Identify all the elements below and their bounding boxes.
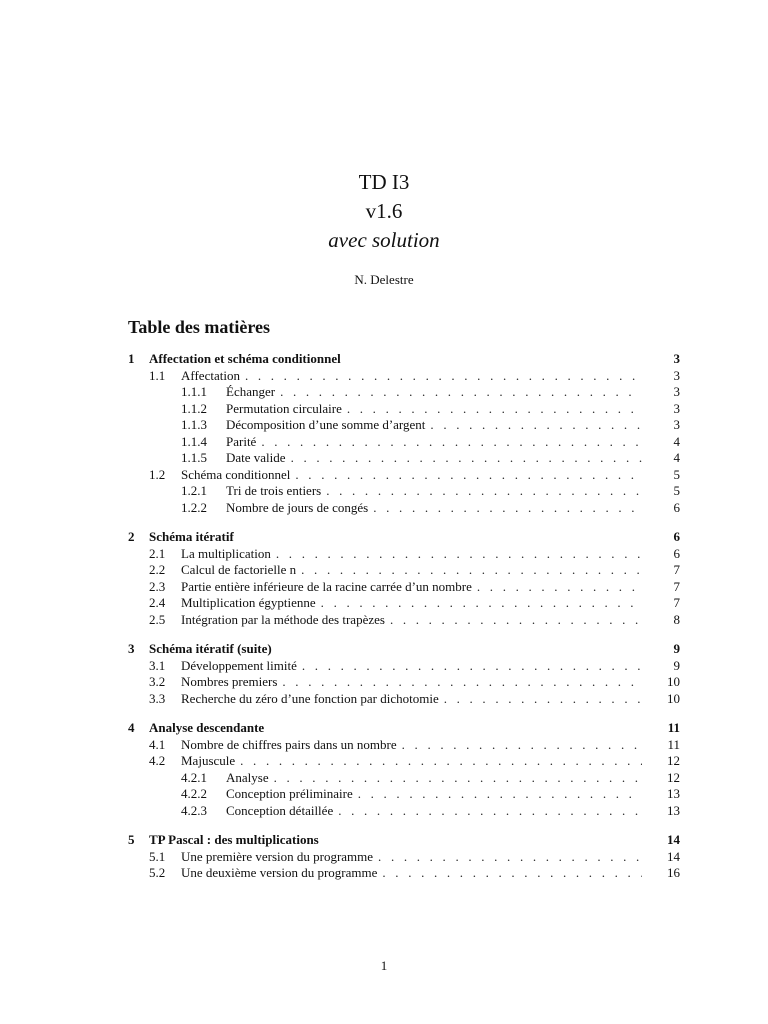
toc-entry-title: Nombres premiers <box>181 674 278 689</box>
toc-entry-title: TP Pascal : des multiplications <box>149 832 319 847</box>
toc-entry-title: Schéma conditionnel <box>181 466 291 482</box>
toc-dot-leader <box>280 384 642 401</box>
toc-entry-title: Conception préliminaire <box>226 786 353 801</box>
toc-entry-page: 3 <box>673 367 680 383</box>
toc-entry-title: Nombre de jours de congés <box>226 499 369 515</box>
toc-entry-number: 3.1 <box>149 657 166 673</box>
toc-entry-number: 5.2 <box>149 865 166 880</box>
toc-entry-page: 12 <box>667 753 680 768</box>
toc-entry-title: Parité <box>226 433 257 449</box>
document-title: TD I3 <box>358 170 410 194</box>
toc-entry-page: 10 <box>667 674 680 689</box>
toc-subsubsection[interactable] <box>128 417 680 434</box>
toc-subsection[interactable] <box>128 674 680 691</box>
toc-entry-title: Majuscule <box>181 753 236 768</box>
toc-dot-leader <box>282 674 642 691</box>
toc-entry-page: 14 <box>667 832 680 847</box>
toc-entry-number: 2.5 <box>149 611 166 627</box>
toc-entry-title: Décomposition d’une somme d’argent <box>226 417 426 432</box>
toc-section-group <box>128 351 680 516</box>
title-block <box>0 168 768 288</box>
toc-entry-title: Tri de trois entiers <box>226 483 322 498</box>
toc-entry-title: Une deuxième version du programme <box>181 865 378 880</box>
toc-entry-number: 1.1.5 <box>181 450 207 465</box>
page-number: 1 <box>380 958 388 973</box>
toc-subsection[interactable] <box>128 737 680 754</box>
toc-entry-page: 13 <box>667 802 680 818</box>
toc-entry-title: La multiplication <box>181 545 271 561</box>
toc-subsubsection[interactable] <box>128 401 680 418</box>
toc-section-group <box>128 641 680 707</box>
toc-dot-leader <box>245 368 642 385</box>
toc-subsection[interactable] <box>128 753 680 770</box>
toc-dot-leader <box>378 849 642 866</box>
toc-section-group <box>128 720 680 819</box>
toc-entry-title: Nombre de chiffres pairs dans un nombre <box>181 736 397 752</box>
toc-entry-page: 8 <box>673 611 680 627</box>
toc-entry-number: 1.1.3 <box>181 417 207 432</box>
toc-entry-number: 3 <box>128 641 135 656</box>
toc-entry-title: Partie entière inférieure de la racine carrée d’un nombre <box>181 578 472 594</box>
toc-entry-page: 7 <box>673 595 680 610</box>
toc-entry-title: Échanger <box>226 384 276 399</box>
toc-subsubsection[interactable] <box>128 384 680 401</box>
toc-entry-title: Multiplication égyptienne <box>181 595 316 610</box>
toc-entry-title: Affectation et schéma conditionnel <box>149 351 341 366</box>
document-subtitle: avec solution <box>328 228 440 252</box>
toc-entry-page: 3 <box>673 400 680 416</box>
toc-entry-number: 4.2.2 <box>181 786 207 801</box>
toc-entry-page: 6 <box>673 529 680 544</box>
toc-subsubsection[interactable] <box>128 786 680 803</box>
toc-subsubsection[interactable] <box>128 483 680 500</box>
toc-entry-number: 1.1.2 <box>181 400 207 416</box>
toc-subsection[interactable] <box>128 658 680 675</box>
toc-entry-title: Date valide <box>226 450 286 465</box>
toc-entry-number: 1.1.1 <box>181 384 207 399</box>
toc-entry-number: 1.2.1 <box>181 483 207 498</box>
toc-entry-number: 1 <box>128 351 135 366</box>
document-author: N. Delestre <box>354 272 414 287</box>
toc-entry-title: Schéma itératif (suite) <box>149 641 272 656</box>
toc-dot-leader <box>382 865 642 882</box>
toc-entry-page: 12 <box>667 769 680 785</box>
toc-entry-page: 6 <box>673 499 680 515</box>
toc-subsubsection[interactable] <box>128 803 680 820</box>
toc-entry-number: 4.1 <box>149 736 166 752</box>
toc-dot-leader <box>358 786 642 803</box>
toc-subsection[interactable] <box>128 865 680 882</box>
toc-entry-number: 1.1 <box>149 367 166 383</box>
toc-entry-number: 1.1.4 <box>181 433 207 449</box>
toc-subsection[interactable] <box>128 579 680 596</box>
toc-section[interactable] <box>128 641 680 658</box>
toc-entry-title: Schéma itératif <box>149 529 234 544</box>
toc-subsection[interactable] <box>128 368 680 385</box>
toc-entry-number: 5 <box>128 832 135 847</box>
toc-entry-page: 4 <box>673 450 680 465</box>
toc-section[interactable] <box>128 720 680 737</box>
toc-section-group <box>128 529 680 628</box>
toc-entry-number: 2.3 <box>149 578 166 594</box>
toc-entry-page: 13 <box>667 786 680 801</box>
toc-dot-leader <box>347 401 642 418</box>
toc-dot-leader <box>291 450 642 467</box>
toc-entry-number: 4.2.1 <box>181 769 207 785</box>
toc-dot-leader <box>295 467 642 484</box>
table-of-contents <box>128 351 680 895</box>
toc-entry-page: 7 <box>673 578 680 594</box>
toc-dot-leader <box>321 595 642 612</box>
toc-dot-leader <box>477 579 642 596</box>
toc-dot-leader <box>338 803 642 820</box>
toc-dot-leader <box>274 770 642 787</box>
toc-entry-page: 11 <box>667 720 680 735</box>
toc-entry-page: 14 <box>667 848 680 864</box>
toc-dot-leader <box>326 483 642 500</box>
toc-entry-page: 5 <box>673 466 680 482</box>
toc-dot-leader <box>402 737 642 754</box>
toc-subsubsection[interactable] <box>128 434 680 451</box>
toc-entry-number: 3.2 <box>149 674 166 689</box>
toc-entry-number: 4.2 <box>149 753 166 768</box>
toc-subsection[interactable] <box>128 467 680 484</box>
toc-entry-title: Permutation circulaire <box>226 400 342 416</box>
toc-subsection[interactable] <box>128 546 680 563</box>
toc-dot-leader <box>302 658 642 675</box>
toc-entry-title: Une première version du programme <box>181 848 374 864</box>
toc-subsection[interactable] <box>128 595 680 612</box>
toc-subsection[interactable] <box>128 562 680 579</box>
toc-entry-title: Analyse <box>226 769 269 785</box>
toc-entry-page: 7 <box>673 562 680 577</box>
toc-entry-page: 3 <box>673 417 680 432</box>
toc-dot-leader <box>430 417 642 434</box>
toc-entry-page: 9 <box>673 641 680 656</box>
toc-entry-page: 10 <box>667 690 680 706</box>
toc-entry-page: 9 <box>673 657 680 673</box>
toc-subsubsection[interactable] <box>128 450 680 467</box>
toc-dot-leader <box>261 434 642 451</box>
toc-subsection[interactable] <box>128 849 680 866</box>
document-version: v1.6 <box>365 199 403 223</box>
toc-entry-number: 2.1 <box>149 545 166 561</box>
toc-entry-number: 4.2.3 <box>181 802 207 818</box>
toc-entry-page: 4 <box>673 433 680 449</box>
toc-entry-number: 2.4 <box>149 595 166 610</box>
toc-entry-page: 5 <box>673 483 680 498</box>
toc-dot-leader <box>301 562 642 579</box>
toc-entry-number: 5.1 <box>149 848 166 864</box>
toc-entry-page: 6 <box>673 545 680 561</box>
toc-dot-leader <box>240 753 642 770</box>
toc-entry-number: 2.2 <box>149 562 166 577</box>
toc-entry-number: 1.2 <box>149 466 166 482</box>
toc-entry-number: 4 <box>128 720 135 735</box>
toc-entry-page: 3 <box>673 351 680 366</box>
toc-entry-title: Analyse descendante <box>149 720 265 735</box>
toc-dot-leader <box>373 500 642 517</box>
toc-subsubsection[interactable] <box>128 500 680 517</box>
toc-section-group <box>128 832 680 882</box>
toc-entry-title: Développement limité <box>181 657 297 673</box>
toc-entry-title: Affectation <box>181 367 240 383</box>
toc-subsection[interactable] <box>128 691 680 708</box>
toc-entry-number: 2 <box>128 529 135 544</box>
toc-entry-page: 11 <box>667 736 680 752</box>
toc-entry-title: Conception détaillée <box>226 802 334 818</box>
toc-entry-number: 1.2.2 <box>181 499 207 515</box>
toc-subsubsection[interactable] <box>128 770 680 787</box>
toc-dot-leader <box>444 691 642 708</box>
toc-entry-number: 3.3 <box>149 690 166 706</box>
toc-entry-title: Intégration par la méthode des trapèzes <box>181 611 385 627</box>
toc-entry-page: 16 <box>667 865 680 880</box>
toc-section[interactable] <box>128 351 680 368</box>
toc-section[interactable] <box>128 832 680 849</box>
toc-dot-leader <box>390 612 642 629</box>
toc-entry-page: 3 <box>673 384 680 399</box>
toc-subsection[interactable] <box>128 612 680 629</box>
toc-dot-leader <box>276 546 642 563</box>
toc-section[interactable] <box>128 529 680 546</box>
toc-entry-title: Calcul de factorielle n <box>181 562 297 577</box>
toc-heading: Table des matières <box>128 317 270 337</box>
toc-entry-title: Recherche du zéro d’une fonction par dichotomie <box>181 690 439 706</box>
